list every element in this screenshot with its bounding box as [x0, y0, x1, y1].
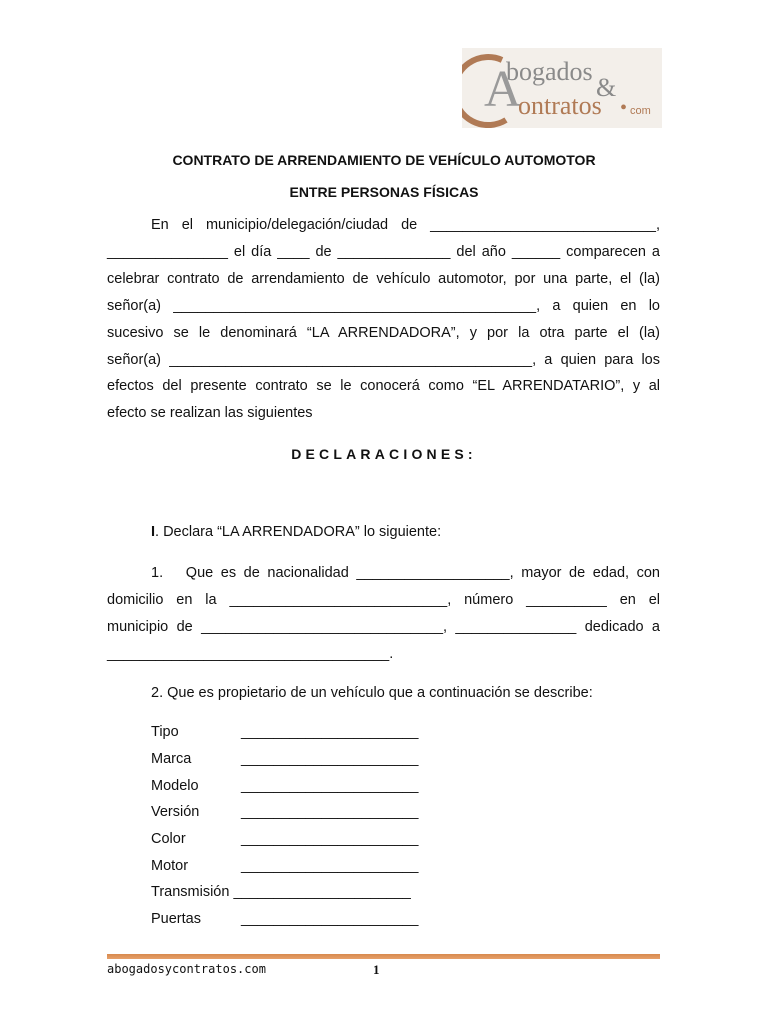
logo-line2: ontratos	[518, 91, 602, 120]
vehicle-field-label: Motor	[151, 858, 189, 874]
vehicle-field-blank: ______________________	[241, 858, 419, 874]
item-1-line: municipio de ______________________________, _______________ dedicado a	[107, 619, 660, 635]
intro-line: _______________ el día ____ de ______________ del año ______ comparecen a	[107, 244, 660, 260]
vehicle-field-blank: ______________________	[241, 831, 419, 847]
document-title: CONTRATO DE ARRENDAMIENTO DE VEHÍCULO AUTOMOTOR	[172, 152, 596, 168]
intro-line: señor(a) _____________________________________________, a quien para los	[107, 352, 660, 368]
vehicle-field-label: Color	[151, 831, 186, 847]
vehicle-field-blank: ______________________	[241, 751, 419, 767]
vehicle-field-row	[151, 911, 418, 931]
item-1-line: 1. Que es de nacionalidad ___________________, mayor de edad, con	[151, 565, 660, 581]
vehicle-field-blank: ______________________	[241, 804, 419, 820]
intro-line: señor(a) _____________________________________________, a quien en lo	[107, 298, 660, 314]
declaraciones-heading: DECLARACIONES:	[291, 446, 477, 462]
logo-suffix: com	[630, 105, 651, 117]
vehicle-field-label: Modelo	[151, 778, 199, 794]
vehicle-field-row	[151, 804, 418, 824]
vehicle-field-row	[151, 831, 418, 851]
vehicle-field-row	[151, 751, 418, 771]
vehicle-field-label: Puertas	[151, 911, 201, 927]
vehicle-field-blank: ______________________	[241, 911, 419, 927]
vehicle-field-row	[151, 858, 418, 878]
logo-dot: •	[620, 97, 628, 119]
section-i	[151, 524, 441, 540]
svg-text:A: A	[484, 61, 522, 118]
section-i-text: . Declara “LA ARRENDADORA” lo siguiente:	[155, 524, 442, 540]
intro-line: efecto se realizan las siguientes	[107, 405, 313, 421]
intro-line: En el municipio/delegación/ciudad de ____________________________,	[151, 217, 660, 233]
intro-line: efectos del presente contrato se le conocerá como “EL ARRENDATARIO”, y al	[107, 378, 660, 394]
vehicle-field-label: Versión	[151, 804, 200, 820]
footer-website: abogadosycontratos.com	[107, 962, 266, 976]
page-number: 1	[373, 962, 380, 977]
vehicle-field-blank: ______________________	[233, 884, 411, 900]
intro-line: celebrar contrato de arrendamiento de vehículo automotor, por una parte, el (la)	[107, 271, 660, 287]
item-1-line: ___________________________________.	[107, 646, 394, 662]
vehicle-field-label: Tipo	[151, 724, 179, 740]
footer-divider	[107, 954, 660, 959]
vehicle-field-label: Marca	[151, 751, 192, 767]
vehicle-field-row	[151, 724, 418, 744]
abogados-contratos-logo	[462, 48, 662, 128]
item-1-line: domicilio en la ___________________________, número __________ en el	[107, 592, 660, 608]
vehicle-field-label: Transmisión	[151, 884, 230, 900]
vehicle-field-blank: ______________________	[241, 778, 419, 794]
document-subtitle: ENTRE PERSONAS FÍSICAS	[289, 184, 479, 200]
section-numeral: I	[151, 524, 156, 540]
vehicle-field-row	[151, 884, 411, 904]
intro-line: sucesivo se le denominará “LA ARRENDADORA”, y por la otra parte el (la)	[107, 325, 660, 341]
logo-ampersand: &	[596, 73, 617, 102]
vehicle-field-blank: ______________________	[241, 724, 419, 740]
logo-line1: bogados	[506, 57, 593, 86]
item-2-text: 2. Que es propietario de un vehículo que a continuación se describe:	[151, 685, 593, 701]
logo-mark	[462, 48, 662, 128]
vehicle-field-row	[151, 778, 418, 798]
